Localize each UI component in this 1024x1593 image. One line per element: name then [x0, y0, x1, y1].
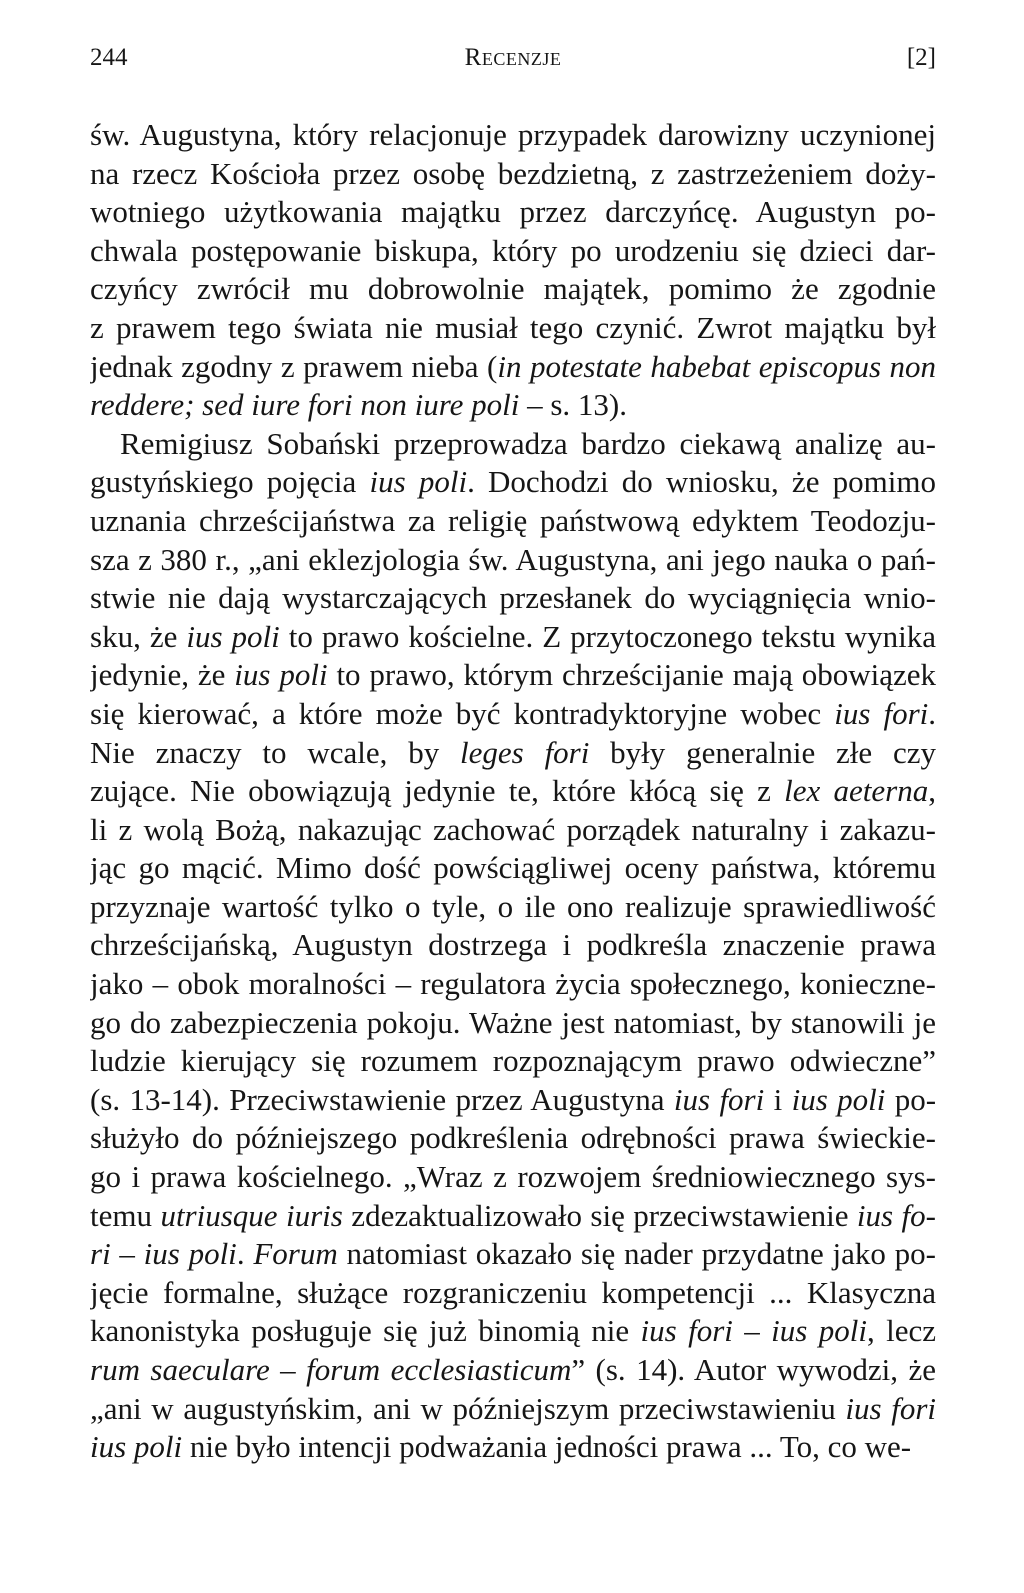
- text-line: [90, 232, 936, 271]
- text-segment: kanonistyka posługuje się już binomią nie: [90, 1313, 641, 1349]
- text-segment: zdezaktualizowało się przeciwstawienie: [342, 1197, 857, 1233]
- text-line-content: [90, 271, 936, 306]
- text-segment: gustyńskiego pojęcia: [90, 464, 370, 500]
- page-number: 244: [90, 44, 128, 71]
- italic-segment: ius poli: [186, 618, 280, 654]
- text-line-content: [90, 503, 936, 538]
- text-segment: jęcie formalne, służące rozgraniczeniu kompetencji ... Klasyczna: [90, 1274, 936, 1310]
- text-line: [90, 1042, 936, 1081]
- text-segment: na rzecz Kościoła przez osobę bezdzietną, z zastrzeżeniem doży-: [90, 155, 936, 191]
- text-line: [90, 965, 936, 1004]
- text-segment: jedynie, że: [90, 657, 235, 693]
- text-line: [90, 656, 936, 695]
- text-segment: ludzie kierujący się rozumem rozpoznającym prawo odwieczne”: [90, 1043, 936, 1079]
- running-head: [90, 40, 936, 76]
- italic-segment: ius fori – ius poli: [640, 1313, 867, 1349]
- text-line-content: [90, 735, 936, 773]
- italic-segment: ius fo-: [856, 1197, 936, 1233]
- document-page: [90, 40, 936, 1467]
- text-line-content: [90, 117, 936, 152]
- text-segment: .: [236, 1236, 254, 1272]
- italic-segment: Forum: [253, 1236, 338, 1272]
- text-segment: Nie znaczy to wcale, by: [90, 734, 461, 770]
- text-line-content: [90, 156, 936, 191]
- text-line-content: [90, 889, 936, 924]
- text-segment: chrześcijańską, Augustyn dostrzega i podkreśla znaczenie prawa: [90, 927, 936, 963]
- text-line-content: [90, 310, 936, 345]
- italic-segment: reddere; sed iure fori non iure poli: [90, 387, 520, 423]
- text-line-content: [90, 1159, 936, 1194]
- text-segment: .: [928, 695, 936, 731]
- text-line-content: [90, 1120, 936, 1155]
- text-line-content: [90, 1043, 936, 1078]
- text-segment: były generalnie złe czy: [610, 734, 936, 770]
- italic-segment: in potestate habebat episcopus non: [497, 348, 936, 384]
- italic-segment: rum saeculare – forum ecclesiasticum: [90, 1352, 572, 1387]
- text-line: [90, 155, 936, 194]
- section-number: [2]: [906, 44, 936, 71]
- italic-segment: ri – ius poli: [90, 1236, 237, 1272]
- text-segment: czyńcy zwrócił mu dobrowolnie majątek, pomimo że zgodnie: [90, 271, 936, 307]
- text-segment: zujące. Nie obowiązują jedynie te, które kłócą się z: [90, 773, 785, 809]
- text-line-content: [90, 1352, 936, 1387]
- text-line-content: [90, 1313, 936, 1351]
- text-line: [90, 849, 936, 888]
- text-line-content: [90, 1236, 936, 1271]
- text-line: [90, 1158, 936, 1197]
- running-title: Recenzje: [464, 44, 562, 71]
- text-line: [90, 695, 936, 734]
- text-segment: z prawem tego świata nie musiał tego czynić. Zwrot majątku był: [90, 309, 936, 345]
- text-line: [90, 463, 936, 502]
- text-segment: ” (s. 14). Autor wywodzi, że: [571, 1352, 936, 1387]
- text-segment: stwie nie dają wystarczających przesłanek do wyciągnięcia wnio-: [90, 580, 936, 616]
- text-line: [90, 386, 936, 425]
- text-line: [90, 541, 936, 580]
- text-segment: służyło do późniejszego podkreślenia odrębności prawa świeckie-: [90, 1120, 936, 1156]
- italic-segment: ius poli: [369, 464, 468, 500]
- text-segment: to prawo, którym chrześcijanie mają obowiązek: [327, 657, 936, 693]
- text-segment: li z wolą Bożą, nakazując zachować porządek naturalny i zakazu-: [90, 811, 936, 847]
- text-line-content: [90, 1429, 911, 1464]
- text-line-content: [90, 464, 936, 499]
- text-line: [90, 270, 936, 309]
- text-line-content: [90, 657, 936, 692]
- text-segment: to prawo kościelne. Z przytoczonego tekstu wynika: [279, 618, 936, 654]
- text-segment: przyznaje wartość tylko o tyle, o ile ono realizuje sprawiedliwość: [90, 888, 936, 924]
- text-line-content: [90, 927, 936, 962]
- italic-segment: lex aeterna: [784, 773, 929, 809]
- paragraph: [90, 425, 936, 1467]
- text-line: [90, 1390, 936, 1429]
- text-segment: temu: [90, 1197, 161, 1233]
- text-line: [90, 618, 936, 657]
- text-segment: i: [764, 1081, 792, 1117]
- text-line: [90, 193, 936, 232]
- text-segment: . Dochodzi do wniosku, że pomimo: [467, 464, 936, 500]
- italic-segment: ius fori: [845, 1390, 936, 1426]
- text-line: [90, 348, 936, 387]
- text-segment: po-: [885, 1081, 936, 1117]
- italic-segment: ius fori: [673, 1081, 765, 1117]
- text-line-content: [90, 773, 936, 811]
- text-line-content: [90, 619, 936, 654]
- text-segment: nie było intencji podważania jedności prawa ... To, co we-: [182, 1429, 912, 1465]
- text-line-content: [90, 1082, 936, 1117]
- italic-segment: ius fori: [834, 695, 929, 731]
- text-line-content: [90, 542, 936, 577]
- text-line: [90, 1197, 936, 1236]
- body-text: [90, 116, 936, 1467]
- text-line: [90, 1274, 936, 1313]
- text-line-content: [90, 349, 936, 384]
- text-line: [90, 1004, 936, 1043]
- text-line-content: [90, 1005, 936, 1040]
- text-segment: ,: [928, 773, 936, 809]
- italic-segment: ius poli: [234, 657, 328, 693]
- text-line-content: [90, 1198, 936, 1233]
- text-line-content: [90, 966, 936, 1001]
- text-line-content: [90, 387, 627, 422]
- text-line-content: [90, 1391, 936, 1429]
- text-line: [90, 1119, 936, 1158]
- text-line: [90, 772, 936, 811]
- text-line-content: [90, 233, 936, 268]
- text-line: [90, 1312, 936, 1351]
- text-line-content: [90, 194, 936, 229]
- text-line-content: [90, 1275, 936, 1310]
- text-line: [90, 1235, 936, 1274]
- text-segment: wotniego użytkowania majątku przez darczyńcę. Augustyn po-: [90, 194, 936, 230]
- italic-segment: leges fori: [460, 734, 590, 770]
- text-segment: natomiast okazało się nader przydatne jako po-: [337, 1236, 936, 1272]
- text-segment: jąc go mącić. Mimo dość powściągliwej oceny państwa, któremu: [90, 850, 936, 886]
- text-line-content: [90, 850, 936, 885]
- text-segment: jednak zgodny z prawem nieba (: [90, 348, 498, 384]
- text-segment: , lecz: [866, 1313, 936, 1349]
- text-line: [90, 888, 936, 927]
- text-line: [90, 1081, 936, 1120]
- italic-segment: ius poli: [90, 1429, 183, 1465]
- text-line: [90, 1351, 936, 1390]
- text-segment: Remigiusz Sobański przeprowadza bardzo ciekawą analizę au-: [120, 425, 936, 461]
- text-line-content: [90, 696, 936, 731]
- text-line: [90, 811, 936, 850]
- text-segment: św. Augustyna, który relacjonuje przypadek darowizny uczynionej: [90, 117, 936, 152]
- text-segment: sza z 380 r., „ani eklezjologia św. Augustyna, ani jego nauka o pań-: [90, 541, 936, 577]
- paragraph: [90, 116, 936, 425]
- text-segment: sku, że: [90, 618, 187, 654]
- text-line: [90, 116, 936, 155]
- text-segment: (s. 13-14). Przeciwstawienie przez Augustyna: [90, 1081, 674, 1117]
- text-line-content: [90, 812, 936, 847]
- text-line: [90, 309, 936, 348]
- text-segment: chwala postępowanie biskupa, który po urodzeniu się dzieci dar-: [90, 232, 936, 268]
- text-line: [90, 502, 936, 541]
- text-segment: „ani w augustyńskim, ani w późniejszym przeciwstawieniu: [90, 1390, 846, 1426]
- text-segment: go do zabezpieczenia pokoju. Ważne jest natomiast, by stanowili je: [90, 1004, 936, 1040]
- text-line: [90, 734, 936, 773]
- text-segment: – s. 13).: [519, 387, 627, 423]
- text-line: [90, 579, 936, 618]
- italic-segment: ius poli: [791, 1081, 886, 1117]
- text-line: [90, 926, 936, 965]
- text-segment: jako – obok moralności – regulatora życia społecznego, konieczne-: [90, 966, 936, 1002]
- text-line: [90, 425, 936, 464]
- text-segment: uznania chrześcijaństwa za religię państwową edyktem Teodozju-: [90, 502, 936, 538]
- text-line-content: [120, 426, 936, 461]
- text-line: [90, 1428, 936, 1467]
- italic-segment: utriusque iuris: [160, 1197, 343, 1233]
- text-segment: go i prawa kościelnego. „Wraz z rozwojem średniowiecznego sys-: [90, 1159, 936, 1195]
- text-line-content: [90, 580, 936, 615]
- text-segment: się kierować, a które może być kontradyktoryjne wobec: [90, 695, 835, 731]
